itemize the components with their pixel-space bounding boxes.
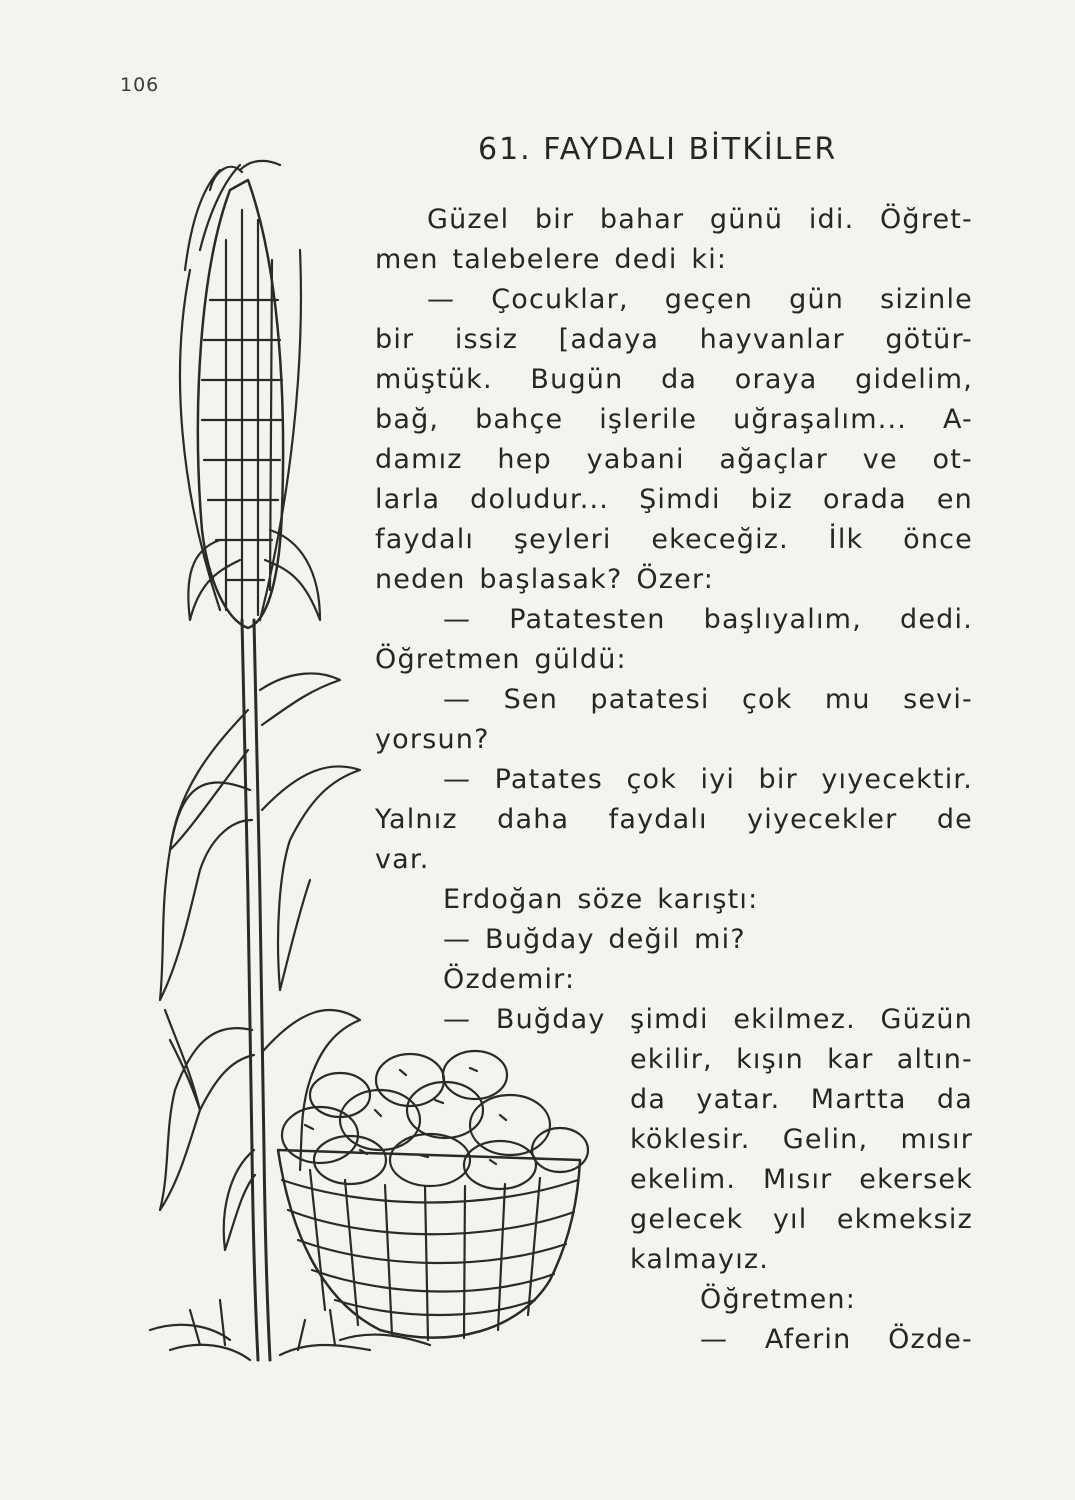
text-line: ekilir, kışın kar altın- xyxy=(630,1044,973,1075)
text-line: larla doludur... Şimdi biz orada en xyxy=(375,484,973,515)
text-line: gelecek yıl ekmeksiz xyxy=(630,1204,973,1235)
text-line: Erdoğan söze karıştı: xyxy=(443,884,759,915)
text-line: bir issiz [adaya hayvanlar götür- xyxy=(375,324,973,355)
text-line: köklesir. Gelin, mısır xyxy=(630,1124,973,1155)
chapter-title: 61. FAYDALI BİTKİLER xyxy=(478,132,838,167)
text-line: — Buğday şimdi ekilmez. Güzün xyxy=(443,1004,973,1035)
grass xyxy=(150,1325,430,1360)
text-line: Öğretmen: xyxy=(700,1284,857,1315)
text-line: faydalı şeyleri ekeceğiz. İlk önce xyxy=(375,524,973,555)
corn-leaf xyxy=(262,766,360,990)
potato xyxy=(464,1141,536,1189)
text-line: damız hep yabani ağaçlar ve ot- xyxy=(375,444,973,475)
corn-leaf xyxy=(264,1010,360,1170)
corn-leaf xyxy=(260,673,340,725)
text-line: bağ, bahçe işlerile uğraşalım... A- xyxy=(375,404,973,435)
potato xyxy=(470,1095,550,1155)
text-line: — Aferin Özde- xyxy=(700,1324,973,1355)
text-line: Yalnız daha faydalı yiyecekler de xyxy=(375,804,973,835)
text-line: Öğretmen güldü: xyxy=(375,644,627,675)
corn-leaf xyxy=(160,783,252,1001)
text-line: — Patates çok iyi bir yıyecektir. xyxy=(443,764,973,795)
text-line: — Patatesten başlıyalım, dedi. xyxy=(443,604,973,635)
text-line: kalmayız. xyxy=(630,1244,770,1275)
potato xyxy=(390,1134,470,1186)
text-line: men talebelere dedi ki: xyxy=(375,244,728,275)
text-line: — Çocuklar, geçen gün sizinle xyxy=(427,284,973,315)
text-line: yorsun? xyxy=(375,724,490,755)
text-line: — Buğday değil mi? xyxy=(443,924,746,955)
text-line: Özdemir: xyxy=(443,964,576,995)
text-line: neden başlasak? Özer: xyxy=(375,564,715,595)
potato xyxy=(314,1136,386,1184)
text-line: var. xyxy=(375,844,430,875)
text-line: — Sen patatesi çok mu sevi- xyxy=(443,684,973,715)
text-line: da yatar. Martta da xyxy=(630,1084,973,1115)
text-line: Güzel bir bahar günü idi. Öğret- xyxy=(427,204,973,235)
potato xyxy=(532,1128,588,1172)
page-number: 106 xyxy=(120,74,160,96)
corn-leaf xyxy=(160,1028,254,1210)
corn-leaf xyxy=(170,710,248,850)
text-line: ekelim. Mısır ekersek xyxy=(630,1164,973,1195)
text-line: müştük. Bugün da oraya gidelim, xyxy=(375,364,973,395)
